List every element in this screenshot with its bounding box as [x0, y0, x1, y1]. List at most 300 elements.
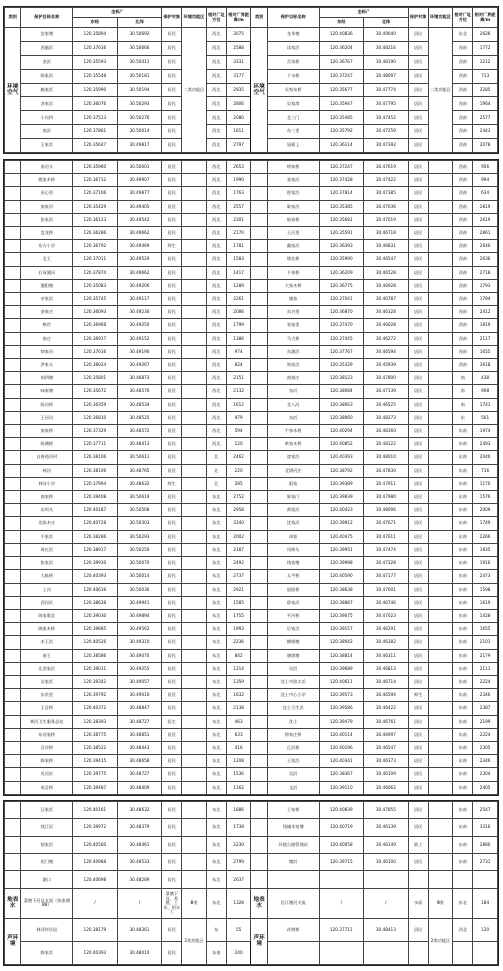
table-cell: 西南: [453, 293, 473, 306]
table-cell: 120.35647: [73, 139, 118, 153]
table-cell: 2637: [226, 871, 251, 888]
table-row: [5, 372, 498, 385]
table-cell: 南庄: [21, 332, 73, 345]
category-cell: [5, 187, 21, 200]
table-cell: 西北: [206, 345, 226, 358]
table-cell: 120.35485: [319, 111, 364, 125]
table-cell: 居民: [162, 504, 182, 517]
table-cell: 阳家: [267, 477, 319, 490]
table-cell: 平河桥: [267, 609, 319, 622]
function-zone-cell: [428, 623, 453, 636]
table-cell: 2958: [226, 504, 251, 517]
function-zone-cell: 2类功能区: [428, 918, 453, 964]
function-zone-cell: [428, 477, 453, 490]
table-cell: 416: [226, 741, 251, 754]
table-row: [5, 187, 498, 200]
table-cell: 东南: [453, 451, 473, 464]
table-cell: 居民: [162, 583, 182, 596]
table-cell: 西北: [206, 372, 226, 385]
table-cell: 居民: [408, 279, 428, 292]
table-row: [5, 200, 498, 213]
table-cell: 120.40341: [319, 755, 364, 768]
table-cell: 561: [473, 411, 498, 424]
table-cell: 港口: [21, 871, 73, 888]
category-cell: [5, 425, 21, 438]
table-cell: 120.36917: [73, 332, 118, 345]
table-cell: 西北: [206, 111, 226, 125]
table-cell: 西北: [206, 398, 226, 411]
table-cell: 上河: [21, 583, 73, 596]
function-zone-cell: [428, 240, 453, 253]
table-cell: 120.39157: [319, 623, 364, 636]
function-zone-cell: [428, 161, 453, 174]
category-cell: [5, 662, 21, 675]
table-cell: 2718: [473, 266, 498, 279]
table-cell: 居民: [408, 139, 428, 153]
category-cell: [5, 332, 21, 345]
table-cell: 居民: [408, 97, 428, 111]
category-cell: [5, 543, 21, 556]
table-cell: 120.37247: [319, 161, 364, 174]
table-cell: 王吾桥: [21, 702, 73, 715]
category-cell: [251, 623, 267, 636]
table-cell: 120.35745: [73, 293, 118, 306]
function-zone-cell: [428, 662, 453, 675]
category-cell: 环境空气: [251, 28, 267, 153]
table-cell: 居民: [408, 398, 428, 411]
table-cell: 东北: [206, 741, 226, 754]
table-cell: 西北: [206, 306, 226, 319]
col-object: 保护对象: [162, 8, 182, 28]
table-cell: Ⅲ类: [428, 888, 453, 918]
table-cell: 西北: [206, 359, 226, 372]
function-zone-cell: [428, 491, 453, 504]
function-zone-cell: [182, 491, 207, 504]
function-zone-cell: [428, 768, 453, 781]
table-cell: 30.49250: [117, 319, 162, 332]
table-cell: 30.46718: [364, 227, 409, 240]
table-cell: 东南: [453, 755, 473, 768]
function-zone-cell: [182, 306, 207, 319]
table-cell: 120.40161: [73, 802, 118, 819]
function-zone-cell: [182, 819, 207, 836]
table-cell: 2797: [226, 139, 251, 153]
table-cell: 居民: [162, 918, 182, 941]
table-cell: 北八河: [267, 398, 319, 411]
table-row: [5, 741, 498, 754]
table-cell: 西北: [206, 125, 226, 139]
category-cell: [251, 689, 267, 702]
table-cell: 西南: [453, 279, 473, 292]
table-cell: 居民: [162, 411, 182, 424]
category-cell: [5, 161, 21, 174]
table-cell: 居民: [408, 372, 428, 385]
table-cell: 2819: [473, 200, 498, 213]
col-east: 东经: [319, 18, 364, 28]
table-cell: 居民: [162, 491, 182, 504]
table-cell: 30.49877: [117, 187, 162, 200]
table-cell: 120.38775: [73, 728, 118, 741]
table-cell: 东南: [453, 675, 473, 688]
category-cell: [5, 781, 21, 794]
table-cell: 1916: [473, 557, 498, 570]
table-cell: 908: [473, 385, 498, 398]
table-cell: 120.36359: [73, 398, 118, 411]
category-cell: [5, 279, 21, 292]
table-cell: 713: [473, 69, 498, 83]
table-cell: 120.40393: [319, 451, 364, 464]
table-cell: 西北: [206, 266, 226, 279]
table-row: [5, 755, 498, 768]
function-zone-cell: [428, 596, 453, 609]
table-cell: 张家浜: [21, 213, 73, 226]
table-cell: 居民: [408, 174, 428, 187]
table-cell: 30.50014: [117, 570, 162, 583]
table-cell: 后成湖河: [21, 266, 73, 279]
table-cell: 30.48413: [117, 438, 162, 451]
table-cell: 居民: [162, 55, 182, 69]
function-zone-cell: [428, 279, 453, 292]
table-cell: 2002: [226, 530, 251, 543]
function-zone-cell: [428, 517, 453, 530]
function-zone-cell: [182, 649, 207, 662]
table-cell: 30.49529: [117, 253, 162, 266]
table-cell: 职工: [408, 836, 428, 853]
table-cell: 师生: [408, 689, 428, 702]
table-cell: 1964: [473, 97, 498, 111]
table-cell: 沈士中心小学: [267, 689, 319, 702]
table-cell: 120.39479: [319, 715, 364, 728]
function-zone-cell: [182, 345, 207, 358]
table-cell: 1583: [226, 253, 251, 266]
category-cell: [5, 319, 21, 332]
table-cell: 120.39389: [319, 477, 364, 490]
category-cell: [251, 570, 267, 583]
table-cell: 居民: [162, 279, 182, 292]
category-cell: [251, 227, 267, 240]
table-cell: Ⅲ类: [182, 888, 207, 918]
table-cell: 120.36393: [319, 240, 364, 253]
table-cell: 120.37041: [319, 293, 364, 306]
function-zone-cell: [182, 871, 207, 888]
category-cell: [251, 728, 267, 741]
table-cell: 30.46813: [364, 662, 409, 675]
table-cell: 120.39951: [319, 543, 364, 556]
table-cell: 居民: [408, 755, 428, 768]
table-row: [5, 464, 498, 477]
table-cell: 3075: [226, 28, 251, 42]
table-cell: 30.48190: [364, 55, 409, 69]
table-cell: 120.37874: [73, 266, 118, 279]
table-cell: 陈家桥: [21, 755, 73, 768]
category-cell: [5, 530, 21, 543]
table-cell: 30.49040: [364, 28, 409, 42]
table-cell: 西北: [206, 332, 226, 345]
table-cell: 居民: [162, 385, 182, 398]
table-cell: 120.38179: [73, 918, 118, 941]
table-cell: 居民: [162, 649, 182, 662]
category-cell: [251, 372, 267, 385]
table-cell: 西北: [206, 28, 226, 42]
table-cell: 东北: [206, 636, 226, 649]
table-cell: 北陈木庄: [21, 517, 73, 530]
function-zone-cell: [428, 174, 453, 187]
table-cell: 30.48006: [364, 504, 409, 517]
function-zone-cell: [182, 411, 207, 424]
table-cell: 30.49907: [117, 174, 162, 187]
table-cell: 居民: [162, 200, 182, 213]
table-cell: 2636: [473, 253, 498, 266]
table-cell: 120: [226, 438, 251, 451]
table-cell: 千家木桥: [267, 425, 319, 438]
table-cell: 30.48273: [364, 411, 409, 424]
table-cell: 北三门: [267, 111, 319, 125]
table-cell: 居民: [408, 200, 428, 213]
table-cell: 120.35548: [73, 69, 118, 83]
table-cell: 30.48632: [117, 477, 162, 490]
table-cell: 居民: [162, 741, 182, 754]
table-row: [5, 477, 498, 490]
table-row: [5, 385, 498, 398]
function-zone-cell: [182, 213, 207, 226]
table-cell: 居民: [162, 306, 182, 319]
table-cell: 120.37861: [73, 125, 118, 139]
category-cell: [251, 438, 267, 451]
table-cell: 2492: [226, 557, 251, 570]
table-cell: 30.47474: [364, 543, 409, 556]
table-cell: 西南: [453, 97, 473, 111]
table-cell: 西施浜: [21, 41, 73, 55]
table-cell: 1359: [226, 675, 251, 688]
table-cell: 西南: [453, 111, 473, 125]
table-cell: 祥塔桥: [267, 918, 319, 941]
table-cell: 463: [226, 715, 251, 728]
table-cell: 30.48010: [117, 941, 162, 964]
table-cell: 30.48097: [364, 69, 409, 83]
table-cell: 2040: [473, 451, 498, 464]
table-cell: 居民: [408, 819, 428, 836]
category-cell: [5, 570, 21, 583]
table-cell: 120.36968: [73, 319, 118, 332]
table-cell: 钱家塘: [267, 557, 319, 570]
table-cell: 30.50001: [117, 161, 162, 174]
table-cell: 1741: [473, 398, 498, 411]
col-east: 东经: [73, 18, 118, 28]
table-cell: 居民: [162, 345, 182, 358]
table-cell: 东: [206, 918, 226, 941]
category-cell: [5, 227, 21, 240]
table-cell: 西河浜: [21, 596, 73, 609]
table-cell: 120.39075: [319, 609, 364, 622]
function-zone-cell: [182, 543, 207, 556]
table-cell: 黄家浜: [267, 504, 319, 517]
table-cell: 30.50250: [117, 543, 162, 556]
category-cell: [5, 240, 21, 253]
table-cell: 居民: [162, 332, 182, 345]
table-cell: 55: [226, 918, 251, 941]
table-cell: 居民: [162, 41, 182, 55]
table-cell: 1993: [226, 623, 251, 636]
function-zone-cell: [182, 293, 207, 306]
table-cell: 胡四塘: [21, 372, 73, 385]
table-cell: 周庄浜: [21, 543, 73, 556]
table-cell: 30.50181: [117, 69, 162, 83]
table-cell: 东北: [206, 768, 226, 781]
table-cell: 林河村民居: [21, 918, 73, 941]
category-cell: [251, 768, 267, 781]
table-cell: 居民: [408, 715, 428, 728]
table-cell: 居民: [162, 636, 182, 649]
category-cell: [5, 266, 21, 279]
function-zone-cell: [182, 662, 207, 675]
category-cell: [251, 477, 267, 490]
table-cell: 塘浜: [267, 854, 319, 871]
table-row: [5, 504, 498, 517]
table-cell: 30.50411: [117, 55, 162, 69]
table-row: [5, 768, 498, 781]
table-cell: 2078: [473, 139, 498, 153]
function-zone-cell: [182, 623, 207, 636]
table-cell: 30.49662: [117, 227, 162, 240]
function-zone-cell: [182, 425, 207, 438]
category-cell: [251, 253, 267, 266]
table-cell: 居民: [162, 438, 182, 451]
category-cell: [251, 359, 267, 372]
table-cell: 居民: [162, 372, 182, 385]
table-cell: 1811: [226, 125, 251, 139]
table-cell: 120.37445: [319, 332, 364, 345]
table-cell: 西北: [453, 918, 473, 941]
table-row: [5, 557, 498, 570]
function-zone-cell: [182, 517, 207, 530]
table-cell: 120.38123: [319, 372, 364, 385]
table-cell: 120.35083: [73, 279, 118, 292]
table-cell: 南吾桥: [21, 781, 73, 794]
table-cell: 30.47001: [364, 583, 409, 596]
table-cell: 30.49405: [117, 200, 162, 213]
table-cell: 120.35429: [73, 200, 118, 213]
function-zone-cell: [428, 557, 453, 570]
table-cell: 南: [453, 385, 473, 398]
table-cell: 西北: [206, 187, 226, 200]
table-cell: 30.46547: [364, 253, 409, 266]
function-zone-cell: [182, 689, 207, 702]
function-zone-cell: [428, 728, 453, 741]
function-zone-cell: [182, 279, 207, 292]
table-cell: 30.48409: [117, 781, 162, 794]
category-cell: [251, 240, 267, 253]
table-cell: 120.40114: [319, 728, 364, 741]
table-cell: 师生: [162, 240, 182, 253]
category-cell: [5, 819, 21, 836]
table-cell: 东南: [453, 649, 473, 662]
table-cell: 晨阳桥: [267, 583, 319, 596]
table-cell: 陈塘桥: [21, 438, 73, 451]
category-cell: [251, 636, 267, 649]
table-cell: 30.48765: [117, 464, 162, 477]
table-cell: 30.47177: [364, 570, 409, 583]
table-cell: 120.40526: [73, 636, 118, 649]
table-row: [5, 213, 498, 226]
table-cell: /: [364, 888, 409, 918]
table-cell: 居民: [162, 836, 182, 853]
function-zone-cell: [182, 319, 207, 332]
table-cell: 居民: [408, 802, 428, 819]
table-cell: 居民: [408, 491, 428, 504]
table-cell: 120.40372: [73, 702, 118, 715]
table-cell: 2861: [473, 227, 498, 240]
table-cell: 120.40611: [319, 675, 364, 688]
table-cell: 2170: [226, 227, 251, 240]
table-cell: 居民: [162, 266, 182, 279]
table-cell: 30.48289: [117, 871, 162, 888]
table-cell: 马大桥: [267, 332, 319, 345]
category-cell: [251, 583, 267, 596]
table-cell: 东南: [453, 425, 473, 438]
function-zone-cell: [182, 227, 207, 240]
function-zone-cell: [428, 293, 453, 306]
function-zone-cell: [428, 741, 453, 754]
table-cell: 居民: [408, 187, 428, 200]
table-cell: 南家桥: [21, 491, 73, 504]
col-coord: 坐标/°: [319, 8, 408, 18]
function-zone-cell: [182, 477, 207, 490]
table-row: [5, 345, 498, 358]
table-cell: 120.38917: [73, 543, 118, 556]
table-cell: 西北: [206, 174, 226, 187]
table-row: [5, 438, 498, 451]
table-cell: 438: [473, 372, 498, 385]
table-cell: [267, 871, 319, 888]
table-cell: 1755: [226, 609, 251, 622]
col-direction: 相对厂址方位: [453, 8, 473, 28]
table-cell: 南浜: [21, 125, 73, 139]
table-cell: 东南: [453, 570, 473, 583]
table-cell: 30.50014: [117, 125, 162, 139]
table-cell: 120.39342: [73, 675, 118, 688]
table-cell: 东北: [206, 570, 226, 583]
function-zone-cell: [428, 451, 453, 464]
table-cell: 120.40196: [319, 741, 364, 754]
category-cell: [251, 398, 267, 411]
table-cell: 东南: [453, 438, 473, 451]
table-row: [5, 675, 498, 688]
table-cell: 120.37616: [73, 345, 118, 358]
function-zone-cell: [182, 741, 207, 754]
table-cell: 120.35801: [73, 372, 118, 385]
table-cell: 30.46311: [364, 649, 409, 662]
table-cell: 小河四: [21, 111, 73, 125]
category-cell: [5, 411, 21, 424]
table-cell: 辞家浜: [267, 596, 319, 609]
table-cell: 2224: [473, 728, 498, 741]
table-cell: 2187: [226, 543, 251, 556]
category-cell: [251, 662, 267, 675]
table-cell: 居民: [408, 266, 428, 279]
table-cell: 120.40616: [73, 583, 118, 596]
table-cell: 120.37513: [73, 111, 118, 125]
table-cell: 东北: [206, 596, 226, 609]
table-cell: 30.46528: [364, 266, 409, 279]
table-cell: 东南: [453, 854, 473, 871]
category-cell: [5, 636, 21, 649]
table-cell: 120.40988: [73, 854, 118, 871]
category-cell: [251, 871, 267, 888]
table-cell: 120.40423: [319, 504, 364, 517]
table-cell: 居民: [162, 530, 182, 543]
table-cell: 30.50276: [117, 111, 162, 125]
table-cell: 东南: [453, 781, 473, 794]
